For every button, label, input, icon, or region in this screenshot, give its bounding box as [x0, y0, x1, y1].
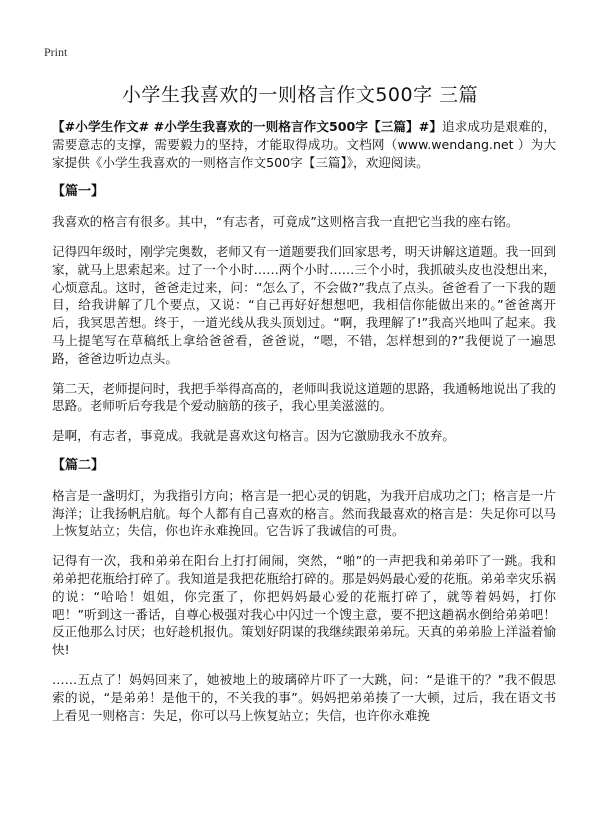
intro-tag: 【#小学生作文# #小学生我喜欢的一则格言作文500字【三篇】#】: [52, 119, 443, 134]
paragraph: 是啊，有志者，事竟成。我就是喜欢这句格言。因为它激励我永不放弃。: [52, 428, 455, 444]
page-title: 小学生我喜欢的一则格言作文500字 三篇: [121, 84, 479, 106]
print-label[interactable]: Print: [44, 45, 68, 59]
section-heading-2: 【篇二】: [52, 457, 105, 473]
intro-text: 追求成功是艰难的，需要意志的支撑，需要毅力的坚持，才能取得成功。文档网（www.wendang.net ）为大家提供《小学生我喜欢的一则格言作文500字【三篇】》，欢迎阅读。: [52, 119, 557, 170]
paragraph: 记得四年级时，刚学完奥数，老师又有一道题要我们回家思考，明天讲解这道题。我一回到家，就马上思索起来。过了一个小时……两个小时……三个小时，我抓破头皮也没想出来，心烦意乱。这时，爸爸走过来，问：“怎么了，不会做?”我点了点头。爸爸看了一下我的题目，给我讲解了几个要点，又说：“自己再好好想想吧，我相信你能做出来的。”爸爸离开后，我冥思苦想。终于，一道光线从我头顶划过。“啊，我理解了!”我高兴地叫了起来。我马上提笔写在草稿纸上拿给爸爸看，爸爸说，“嗯，不错，怎样想到的?”我便说了一遍思路，爸爸边听边点头。: [52, 243, 556, 366]
intro-paragraph: [52, 118, 556, 171]
paragraph: 记得有一次，我和弟弟在阳台上打打闹闹，突然，“啪”的一声把我和弟弟吓了一跳。我和弟弟把花瓶给打碎了。我知道是我把花瓶给打碎的。那是妈妈最心爱的花瓶。弟弟幸灾乐祸的说：“哈哈！姐姐，你完蛋了，你把妈妈最心爱的花瓶打碎了，就等着妈妈，打你吧！”听到这一番话，自尊心极强对我心中闪过一个馊主意，要不把这趟祸水倒给弟弟吧！反正他那么讨厌；也好趁机报仇。策划好阴谋的我继续跟弟弟玩。天真的弟弟脸上洋溢着愉快!: [52, 553, 556, 658]
paragraph: 我喜欢的格言有很多。其中，“有志者，可竟成”这则格言我一直把它当我的座右铭。: [52, 214, 519, 230]
paragraph: 第二天，老师提问时，我把手举得高高的，老师叫我说这道题的思路，我通畅地说出了我的思路。老师听后夸我是个爱动脑筋的孩子，我心里美滋滋的。: [52, 380, 556, 414]
paragraph: 格言是一盏明灯，为我指引方向；格言是一把心灵的钥匙，为我开启成功之门；格言是一片海洋；让我扬帆启航。每个人都有自己喜欢的格言。然而我最喜欢的格言是：失足你可以马上恢复站立；失信，你也许永难挽回。它告诉了我诚信的可贵。: [52, 487, 556, 539]
document-body: [52, 118, 556, 724]
section-heading-1: 【篇一】: [52, 184, 105, 200]
paragraph: ……五点了！妈妈回来了，她被地上的玻璃碎片吓了一大跳，问：“是谁干的？”我不假思索的说，“是弟弟！是他干的，不关我的事”。妈妈把弟弟揍了一大顿，过后，我在语文书上看见一则格言：失足，你可以马上恢复站立；失信，也许你永难挽: [52, 671, 556, 723]
